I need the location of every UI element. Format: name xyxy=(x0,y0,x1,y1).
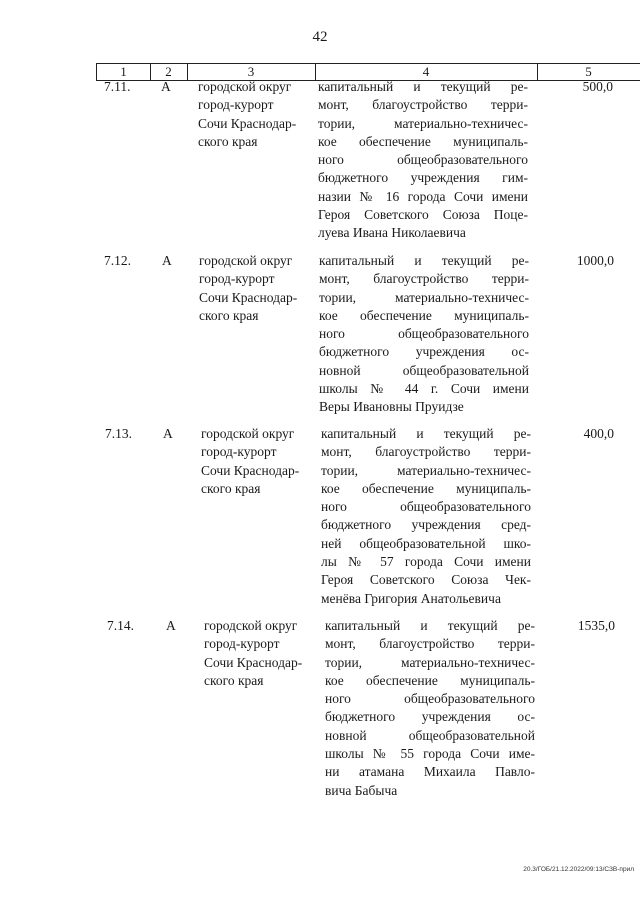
description-line: ного общеобразовательного xyxy=(319,326,529,342)
description-line: луева Ивана Николаевича xyxy=(318,225,466,241)
territory-line: городской округ xyxy=(198,79,292,94)
description-line: кое обеспечение муниципаль- xyxy=(321,480,531,496)
territory-line: город-курорт xyxy=(204,636,280,652)
row-territory xyxy=(199,252,319,325)
row-description xyxy=(325,617,535,800)
description-line: монт, благоустройство терри- xyxy=(325,636,535,652)
row-number: 7.14. xyxy=(107,618,134,633)
description-line: Героя Советского Союза Чек- xyxy=(321,572,531,588)
territory-line: городской округ xyxy=(201,426,295,441)
row-description xyxy=(318,78,528,243)
row-amount: 1535,0 xyxy=(577,618,615,633)
description-line: ного общеобразовательного xyxy=(321,499,531,515)
description-line: бюджетного учреждения сред- xyxy=(321,517,531,533)
header-col-4: 4 xyxy=(422,64,430,79)
row-territory xyxy=(204,617,324,690)
territory-line: город-курорт xyxy=(201,444,277,460)
territory-line: ского края xyxy=(198,133,258,149)
territory-line: городской округ xyxy=(204,618,298,633)
description-line: ного общеобразовательного xyxy=(318,152,528,168)
description-line: бюджетного учреждения ос- xyxy=(325,709,535,725)
description-line: бюджетного учреждения гим- xyxy=(318,170,528,186)
territory-line: Сочи Краснодар- xyxy=(204,654,303,670)
territory-line: Сочи Краснодар- xyxy=(198,115,297,131)
page-number: 42 xyxy=(312,29,328,45)
territory-line: ского края xyxy=(204,672,264,688)
row-category: А xyxy=(163,426,173,441)
description-line: новной общеобразовательной xyxy=(325,727,535,743)
description-line: капитальный и текущий ре- xyxy=(318,79,528,94)
description-line: ного общеобразовательного xyxy=(325,691,535,707)
row-category: А xyxy=(166,618,176,633)
description-line: школы № 55 города Сочи име- xyxy=(325,746,535,762)
row-amount: 500,0 xyxy=(582,79,613,94)
footer-code: 20.3/ГОБ/21.12.2022/09:13/СЗВ-прил xyxy=(523,866,634,873)
row-amount: 400,0 xyxy=(583,426,614,441)
row-description xyxy=(319,252,529,417)
row-number: 7.13. xyxy=(105,426,132,441)
header-col-1: 1 xyxy=(120,64,127,79)
description-line: монт, благоустройство терри- xyxy=(321,444,531,460)
description-line: назии № 16 города Сочи имени xyxy=(318,188,528,204)
description-line: капитальный и текущий ре- xyxy=(325,618,535,633)
row-category: А xyxy=(162,253,172,268)
description-line: школы № 44 г. Сочи имени xyxy=(319,381,529,397)
description-line: капитальный и текущий ре- xyxy=(319,253,529,268)
description-line: тории, материально-техничес- xyxy=(319,289,529,305)
row-category: А xyxy=(161,79,171,94)
header-col-2: 2 xyxy=(165,64,172,79)
description-line: кое обеспечение муниципаль- xyxy=(325,672,535,688)
territory-line: город-курорт xyxy=(198,97,274,113)
row-description xyxy=(321,425,531,608)
row-amount: 1000,0 xyxy=(576,253,614,268)
description-line: монт, благоустройство терри- xyxy=(319,271,529,287)
description-line: новной общеобразовательной xyxy=(319,362,529,378)
description-line: бюджетного учреждения ос- xyxy=(319,344,529,360)
territory-line: Сочи Краснодар- xyxy=(199,289,298,305)
description-line: кое обеспечение муниципаль- xyxy=(318,133,528,149)
row-territory xyxy=(201,425,321,498)
territory-line: Сочи Краснодар- xyxy=(201,462,300,478)
header-col-5: 5 xyxy=(585,64,592,79)
description-line: тории, материально-техничес- xyxy=(321,462,531,478)
description-line: тории, материально-техничес- xyxy=(318,115,528,131)
description-line: капитальный и текущий ре- xyxy=(321,426,531,441)
row-number: 7.11. xyxy=(104,79,131,94)
description-line: Веры Ивановны Пруидзе xyxy=(319,399,464,415)
description-line: Героя Советского Союза Поце- xyxy=(318,207,528,223)
description-line: тории, материально-техничес- xyxy=(325,654,535,670)
description-line: монт, благоустройство терри- xyxy=(318,97,528,113)
territory-line: город-курорт xyxy=(199,271,275,287)
row-territory xyxy=(198,78,318,151)
territory-line: городской округ xyxy=(199,253,293,268)
territory-line: ского края xyxy=(201,480,261,496)
row-number: 7.12. xyxy=(104,253,131,268)
description-line: ней общеобразовательной шко- xyxy=(321,535,531,551)
header-col-3: 3 xyxy=(247,64,255,79)
description-line: кое обеспечение муниципаль- xyxy=(319,307,529,323)
description-line: лы № 57 города Сочи имени xyxy=(321,554,531,570)
description-line: менёва Григория Анатольевича xyxy=(321,590,501,606)
description-line: ни атамана Михаила Павло- xyxy=(325,764,535,780)
territory-line: ского края xyxy=(199,307,259,323)
description-line: вича Бабыча xyxy=(325,782,398,798)
